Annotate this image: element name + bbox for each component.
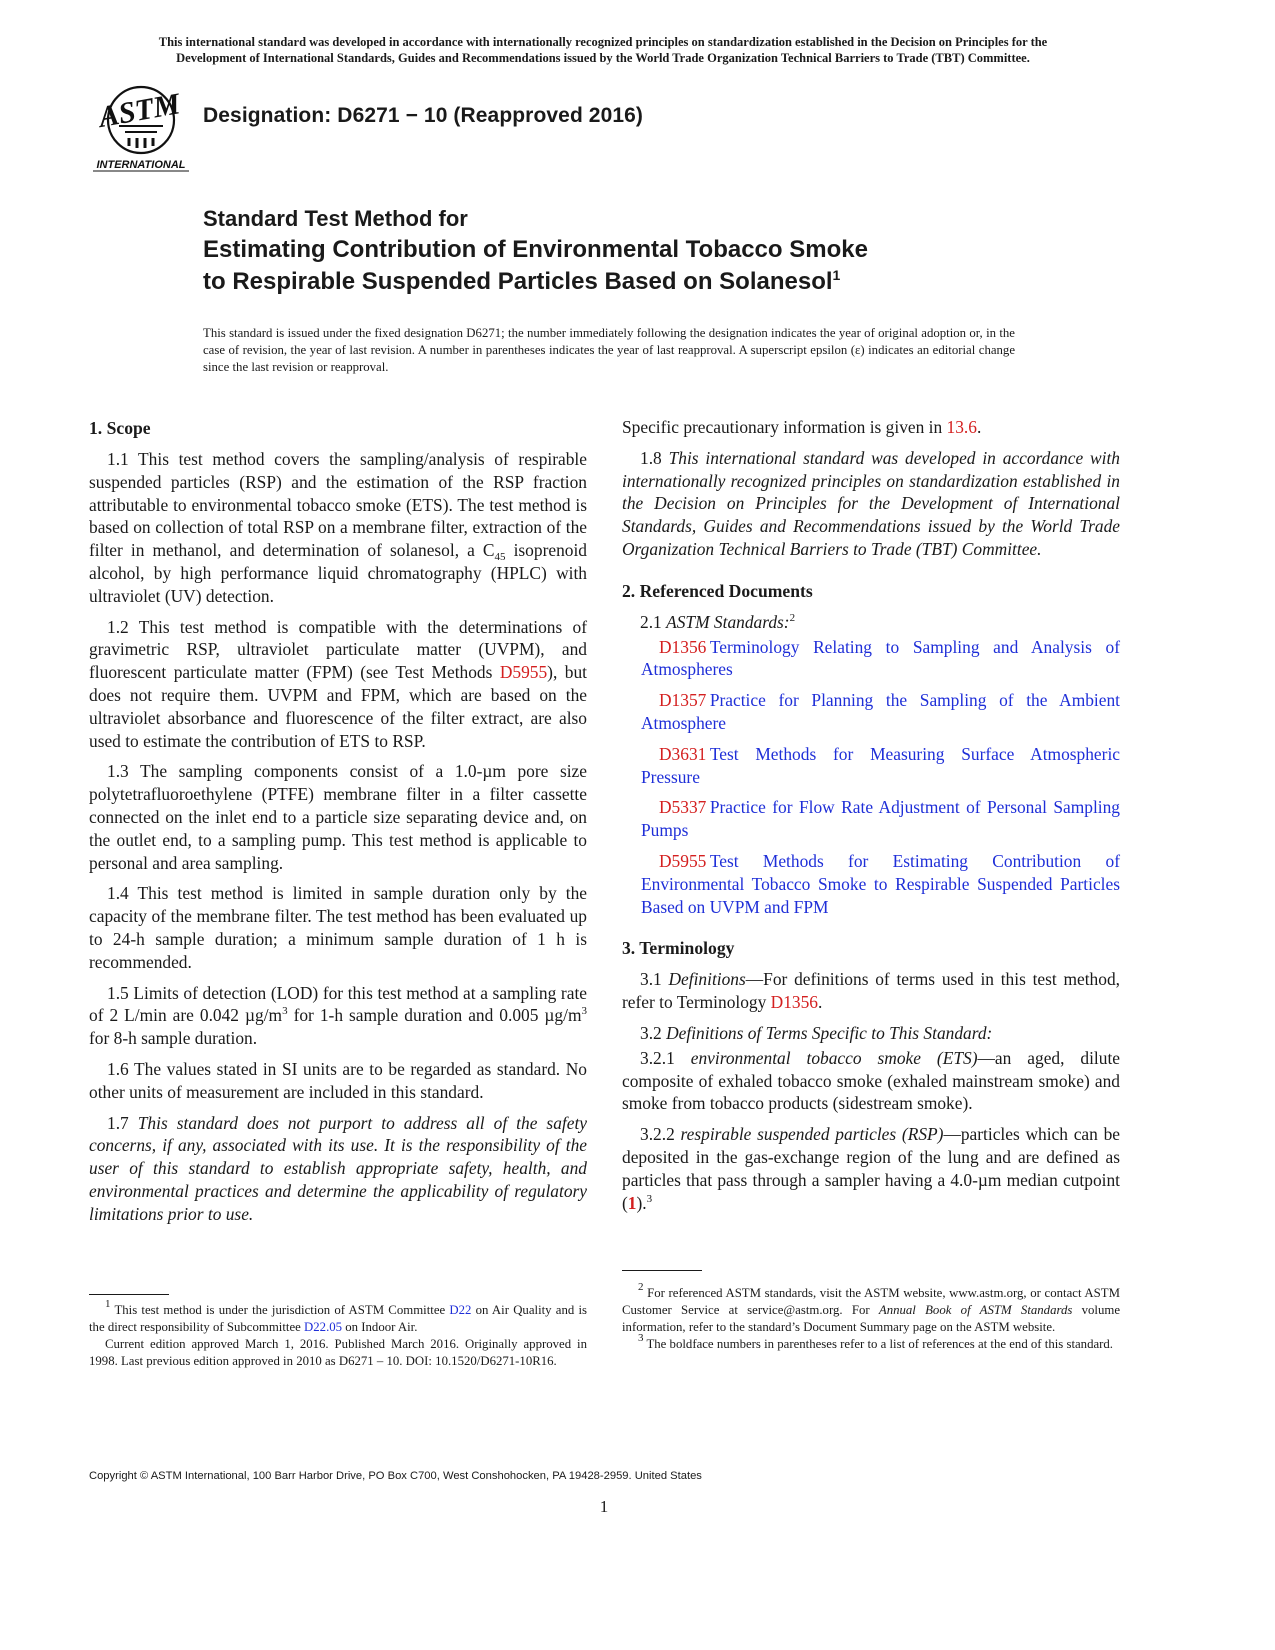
link-d22[interactable]: D22 bbox=[449, 1303, 472, 1317]
page-number: 1 bbox=[599, 1497, 609, 1516]
reference-title[interactable]: Terminology Relating to Sampling and Analysis of Atmospheres bbox=[641, 636, 1120, 680]
wto-notice-line1: This international standard was developed in accordance with internationally recognized principles on standardization established in the Decision on Principles for the bbox=[158, 35, 1048, 49]
reference-item[interactable] bbox=[622, 796, 1120, 842]
link-13-6[interactable]: 13.6 bbox=[946, 417, 977, 437]
para-3-2: 3.2 Definitions of Terms Specific to This Standard: bbox=[640, 1022, 993, 1043]
para-3-2-2: 3.2.2 respirable suspended particles (RSP)—particles which can be deposited in the gas-exchange region of the lung and are defined as particles that pass through a sampler having a 4.0-µm median cutpoint (1).$^3$ bbox=[622, 1124, 1120, 1213]
wto-notice bbox=[88, 34, 1118, 66]
reference-item[interactable] bbox=[622, 689, 1120, 735]
footnote-3: $^3$ The boldface numbers in parentheses refer to a list of references at the end of this standard. bbox=[638, 1332, 1114, 1351]
reference-code[interactable]: D3631 bbox=[659, 743, 707, 764]
terminology-heading: 3. Terminology bbox=[622, 938, 735, 959]
scope-heading: 1. Scope bbox=[89, 418, 151, 438]
para-1-7: 1.7 This standard does not purport to address all of the safety concerns, if any, associated with its use. It is the responsibility of the user of this standard to establish appropriate safety, health, and environmental practices and determine the applicability of regulatory limitations prior to use. bbox=[89, 1112, 588, 1224]
designation: Designation: D6271 − 10 (Reapproved 2016) bbox=[203, 104, 644, 127]
footnote-2-3 bbox=[622, 1281, 1121, 1353]
link-ref-1[interactable]: 1 bbox=[627, 1192, 637, 1213]
para-3-2-1: 3.2.1 environmental tobacco smoke (ETS)—an aged, dilute composite of exhaled tobacco smoke (exhaled mainstream smoke) and smoke from tobacco products (sidestream smoke). bbox=[622, 1047, 1121, 1114]
link-d5955[interactable]: D5955 bbox=[499, 662, 548, 683]
reference-code[interactable]: D5955 bbox=[659, 850, 707, 871]
footnote-rule-right bbox=[622, 1270, 702, 1271]
para-1-7-continued: Specific precautionary information is given in 13.6. bbox=[622, 417, 982, 437]
para-2-1: 2.1 ASTM Standards:$^2$ bbox=[640, 611, 796, 632]
reference-title[interactable]: Practice for Flow Rate Adjustment of Personal Sampling Pumps bbox=[641, 797, 1120, 841]
reference-title[interactable]: Test Methods for Estimating Contribution of Environmental Tobacco Smoke to Respirable Suspended Particles Based on UVPM and FPM bbox=[641, 850, 1120, 917]
footnote-1: $^1$ This test method is under the jurisdiction of ASTM Committee D22 on Air Quality and is the direct responsibility of Subcommittee D22.05 on Indoor Air. Current edition approved March 1, 2016. Published March 2016. Originally approved in 1998. Last previous edition approved in 2010 as D6271 – 10. DOI: 10.1520/D6271-10R16. bbox=[89, 1298, 587, 1368]
reference-item[interactable] bbox=[622, 636, 1120, 682]
copyright: Copyright © ASTM International, 100 Barr Harbor Drive, PO Box C700, West Conshohocken, PA 19428-2959. United States bbox=[89, 1470, 702, 1482]
reference-item[interactable] bbox=[622, 850, 1120, 918]
referenced-list bbox=[622, 636, 1120, 919]
para-1-4: 1.4 This test method is limited in sample duration only by the capacity of the membrane filter. The test method has been evaluated up to 24-h sample duration; a minimum sample duration of 1 h is recommended. bbox=[89, 883, 587, 972]
reference-code[interactable]: D1357 bbox=[659, 690, 707, 711]
referenced-heading: 2. Referenced Documents bbox=[622, 580, 813, 601]
para-3-1: 3.1 Definitions—For definitions of terms used in this test method, refer to Terminology D1356. bbox=[622, 969, 1120, 1013]
para-1-8: 1.8 This international standard was developed in accordance with internationally recognized principles on standardization established in the Decision on Principles for the Development of International Standards, Guides and Recommendations issued by the World Trade Organization Technical Barriers to Trade (TBT) Committee. bbox=[622, 447, 1120, 559]
title-footnote-mark: 1 bbox=[832, 267, 841, 283]
reference-code[interactable]: D5337 bbox=[659, 797, 707, 818]
para-1-2: 1.2 This test method is compatible with the determinations of gravimetric RSP, ultraviolet particulate matter (UVPM), and fluorescent particulate matter (FPM) (see Test Methods D5955), but does not require them. UVPM and FPM, which are based on the ultraviolet absorbance and fluorescence of the filter extract, are also used to estimate the contribution of ETS to RSP. bbox=[89, 616, 587, 751]
title-line3 bbox=[203, 266, 1103, 298]
document-title bbox=[203, 204, 1103, 298]
footnote-2: $^2$ For referenced ASTM standards, visit the ASTM website, www.astm.org, or contact ASTM Customer Service at service@astm.org. For Annual Book of ASTM Standards volume information, refer to the standard’s Document Summary page on the ASTM website. bbox=[622, 1281, 1121, 1334]
issue-note: This standard is issued under the fixed designation D6271; the number immediately following the designation indicates the year of original adoption or, in the case of revision, the year of last revision. A number in parentheses indicates the year of last reapproval. A superscript epsilon (ε) indicates an editorial change since the last revision or reapproval. bbox=[203, 326, 1015, 374]
wto-notice-line2: Development of International Standards, Guides and Recommendations issued by the World Trade Organization Technical Barriers to Trade (TBT) Committee. bbox=[176, 51, 1030, 65]
footnote-1-edition: Current edition approved March 1, 2016. Published March 2016. Originally approved in 1998. Last previous edition approved in 2010 as D6271 – 10. DOI: 10.1520/D6271-10R16. bbox=[89, 1337, 587, 1368]
footnote-rule-left bbox=[89, 1294, 169, 1295]
reference-item[interactable] bbox=[622, 743, 1120, 789]
para-1-3: 1.3 The sampling components consist of a 1.0-µm pore size polytetrafluoroethylene (PTFE) membrane filter in a filter cassette connected on the inlet end to a particle size separating device and, on the outlet end, to a sampling pump. This test method is applicable to personal and area sampling. bbox=[89, 761, 587, 873]
reference-title[interactable]: Test Methods for Measuring Surface Atmospheric Pressure bbox=[641, 743, 1120, 787]
link-d22-05[interactable]: D22.05 bbox=[304, 1320, 343, 1334]
astm-logo-icon bbox=[89, 82, 193, 174]
title-line1: Standard Test Method for bbox=[203, 206, 468, 231]
title-line2: Estimating Contribution of Environmental Tobacco Smoke bbox=[203, 236, 868, 263]
para-1-5: 1.5 Limits of detection (LOD) for this test method at a sampling rate of 2 L/min are 0.042 $\mu g/m^3$ for 1-h sample duration and 0.005 $\mu g/m^3$ for 8-h sample duration. bbox=[89, 982, 587, 1049]
para-1-6: 1.6 The values stated in SI units are to be regarded as standard. No other units of measurement are included in this standard. bbox=[89, 1058, 587, 1102]
logo-text: INTERNATIONAL bbox=[96, 159, 186, 171]
astm-logo bbox=[89, 82, 193, 174]
svg-text:ASTM: ASTM bbox=[96, 87, 183, 134]
title-line3-text: to Respirable Suspended Particles Based on Solanesol bbox=[203, 268, 833, 295]
para-1-1: 1.1 This test method covers the sampling/analysis of respirable suspended particles (RSP) and the estimation of the RSP fraction attributable to environmental tobacco smoke (ETS). The test method is based on collection of total RSP on a membrane filter, extraction of the filter in methanol, and determination of solanesol, a $C_{45}$ isoprenoid alcohol, by high performance liquid chromatography (HPLC) with ultraviolet (UV) detection. bbox=[89, 449, 588, 606]
link-d1356[interactable]: D1356 bbox=[770, 992, 818, 1013]
right-column bbox=[622, 416, 1120, 1222]
left-column bbox=[89, 416, 587, 1234]
reference-code[interactable]: D1356 bbox=[659, 636, 707, 657]
reference-title[interactable]: Practice for Planning the Sampling of the Ambient Atmosphere bbox=[641, 690, 1120, 733]
